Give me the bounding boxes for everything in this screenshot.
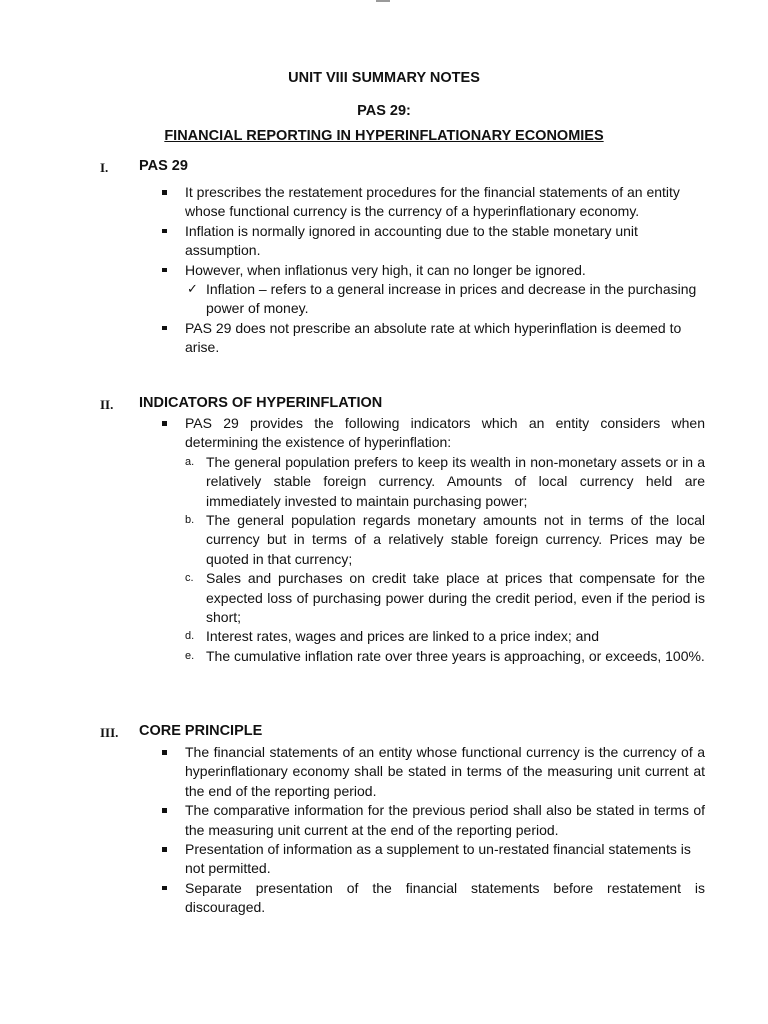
section-2-heading: INDICATORS OF HYPERINFLATION xyxy=(139,395,383,411)
indicator-text: Sales and purchases on credit take place at prices that compensate for the expected loss of purchasing power during the credit period, even if the period is short; xyxy=(206,570,705,626)
list-item-text: Presentation of information as a supplement to un-restated financial statements is xyxy=(185,841,691,858)
list-item: Separate presentation of the financial statements before restatement is discouraged. xyxy=(160,879,705,918)
indicator-text: The general population regards monetary amounts not in terms of the local currency but in terms of a relatively stable foreign currency. Prices may be quoted in that currency; xyxy=(206,512,705,567)
check-item xyxy=(160,280,705,319)
list-item: It prescribes the restatement procedures for the financial statements of an entity whose functional currency is the currency of a hyperinflationary economy. xyxy=(160,183,705,222)
list-item: Inflation is normally ignored in accounting due to the stable monetary unit assumption. xyxy=(160,222,705,261)
section-3-bullets xyxy=(160,743,705,918)
indicator-item-a xyxy=(160,453,705,511)
indicator-marker: a. xyxy=(185,455,195,468)
indicator-text: The general population prefers to keep its wealth in non-monetary assets or in a relatively stable foreign currency. Amounts of local currency held are immediately invested to maintain purchasing power; xyxy=(206,453,705,509)
indicator-item-b xyxy=(160,511,705,569)
section-3-heading: CORE PRINCIPLE xyxy=(139,723,263,739)
indicator-marker: d. xyxy=(185,630,195,643)
section-2-numeral: II. xyxy=(100,397,114,412)
checkmark-icon: ✓ xyxy=(187,282,198,298)
document-title: UNIT VIII SUMMARY NOTES xyxy=(288,70,480,86)
check-item-text: Inflation – refers to a general increase in prices and decrease in the purchasing power of money. xyxy=(206,281,697,317)
document-topic: FINANCIAL REPORTING IN HYPERINFLATIONARY ECONOMIES xyxy=(164,128,604,144)
section-1-numeral: I. xyxy=(100,160,109,175)
indicator-item-d xyxy=(160,627,705,646)
indicator-text: The cumulative inflation rate over three years is approaching, or exceeds, 100%. xyxy=(206,647,705,664)
document-subtitle: PAS 29: xyxy=(357,103,411,119)
list-item xyxy=(160,840,705,879)
list-item: PAS 29 provides the following indicators which an entity considers when determining the existence of hyperinflation: xyxy=(160,414,705,453)
indicator-text: Interest rates, wages and prices are linked to a price index; and xyxy=(206,628,599,645)
sub-list-wrapper xyxy=(160,453,705,666)
list-item: PAS 29 does not prescribe an absolute rate at which hyperinflation is deemed to arise. xyxy=(160,319,705,358)
top-edge-mark xyxy=(376,0,390,2)
indicator-item-c xyxy=(160,569,705,627)
indicator-marker: c. xyxy=(185,572,194,585)
list-item: The comparative information for the previous period shall also be stated in terms of the measuring unit current at the end of the reporting period. xyxy=(160,801,705,840)
indicator-marker: e. xyxy=(185,649,195,662)
section-2-bullets xyxy=(160,414,705,666)
indicator-marker: b. xyxy=(185,514,195,527)
list-item: The financial statements of an entity whose functional currency is the currency of a hyperinflationary economy shall be stated in terms of the measuring unit current at the end of the reporting period. xyxy=(160,743,705,801)
indicator-item-e xyxy=(160,647,705,666)
indicator-list xyxy=(160,453,705,666)
section-1-heading: PAS 29 xyxy=(139,158,188,174)
section-3-numeral: III. xyxy=(100,725,119,740)
list-item-text-tail: not permitted. xyxy=(185,860,271,877)
section-1-bullets xyxy=(160,183,705,358)
list-item: However, when inflationus very high, it can no longer be ignored. xyxy=(160,261,705,280)
